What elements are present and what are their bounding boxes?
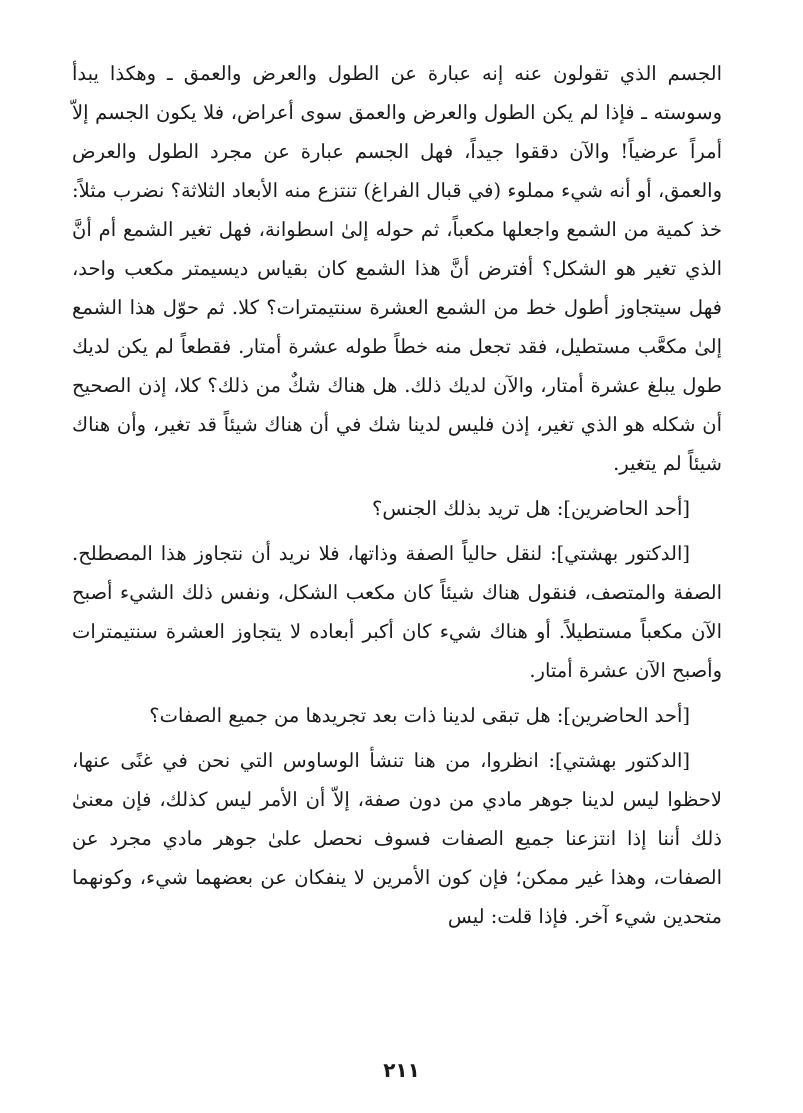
dialogue-paragraph	[72, 741, 722, 936]
dialogue-text: لنقل حالياً الصفة وذاتها، فلا نريد أن نتجاوز هذا المصطلح. الصفة والمتصف، فنقول هناك شيئاً كان مكعب الشكل، ونفس ذلك الشيء أصبح الآن مكعباً مستطيلاً. أو هناك شيء كان أكبر أبعاده لا يتجاوز العشرة سنتيمترات وأصبح الآن عشرة أمتار.	[72, 542, 722, 682]
dialogue-paragraph	[72, 696, 722, 735]
body-paragraph	[72, 54, 722, 483]
speaker-label: [أحد الحاضرين]:	[556, 704, 690, 727]
speaker-label: [الدكتور بهشتي]:	[550, 542, 690, 565]
dialogue-paragraph	[72, 489, 722, 528]
page-number: ٢١١	[383, 1058, 420, 1082]
document-page	[72, 54, 722, 1054]
dialogue-text: هل تبقى لدينا ذات بعد تجريدها من جميع الصفات؟	[149, 704, 551, 727]
speaker-label: [الدكتور بهشتي]:	[548, 749, 690, 772]
paragraph-text: الجسم الذي تقولون عنه إنه عبارة عن الطول والعرض والعمق ـ وهكذا يبدأ وسوسته ـ فإذا لم يكن الطول والعرض والعمق سوى أعراض، فلا يكون الجسم إلاّ أمراً عرضياً! والآن دققوا جيداً، فهل الجسم عبارة عن مجرد الطول والعرض والعمق، أو أنه شيء مملوء (في قبال الفراغ) تنتزع منه الأبعاد الثلاثة؟ نضرب مثلاً: خذ كمية من الشمع واجعلها مكعباً، ثم حوله إلىٰ اسطوانة، فهل تغير الشمع أم أنَّ الذي تغير هو الشكل؟ أفترض أنَّ هذا الشمع كان بقياس ديسيمتر مكعب واحد، فهل سيتجاوز أطول خط من الشمع العشرة سنتيمترات؟ كلا. ثم حوّل هذا الشمع إلىٰ مكعَّب مستطيل، فقد تجعل منه خطاً طوله عشرة أمتار. فقطعاً لم يكن لديك طول يبلغ عشرة أمتار، والآن لديك ذلك. هل هناك شكٌ من ذلك؟ كلا، إذن الصحيح أن شكله هو الذي تغير، إذن فليس لدينا شك في أن هناك شيئاً قد تغير، وأن هناك شيئاً لم يتغير.	[72, 62, 722, 475]
dialogue-text: انظروا، من هنا تنشأ الوساوس التي نحن في غنًى عنها، لاحظوا ليس لدينا جوهر مادي من دون صفة، إلاّ أن الأمر ليس كذلك، فإن معنىٰ ذلك أننا إذا انتزعنا جميع الصفات فسوف نحصل علىٰ جوهر مادي مجرد عن الصفات، وهذا غير ممكن؛ فإن كون الأمرين لا ينفكان عن بعضهما شيء، وكونهما متحدين شيء آخر. فإذا قلت: ليس	[72, 749, 722, 928]
speaker-label: [أحد الحاضرين]:	[556, 497, 690, 520]
dialogue-paragraph	[72, 534, 722, 690]
dialogue-text: هل تريد بذلك الجنس؟	[372, 497, 551, 520]
